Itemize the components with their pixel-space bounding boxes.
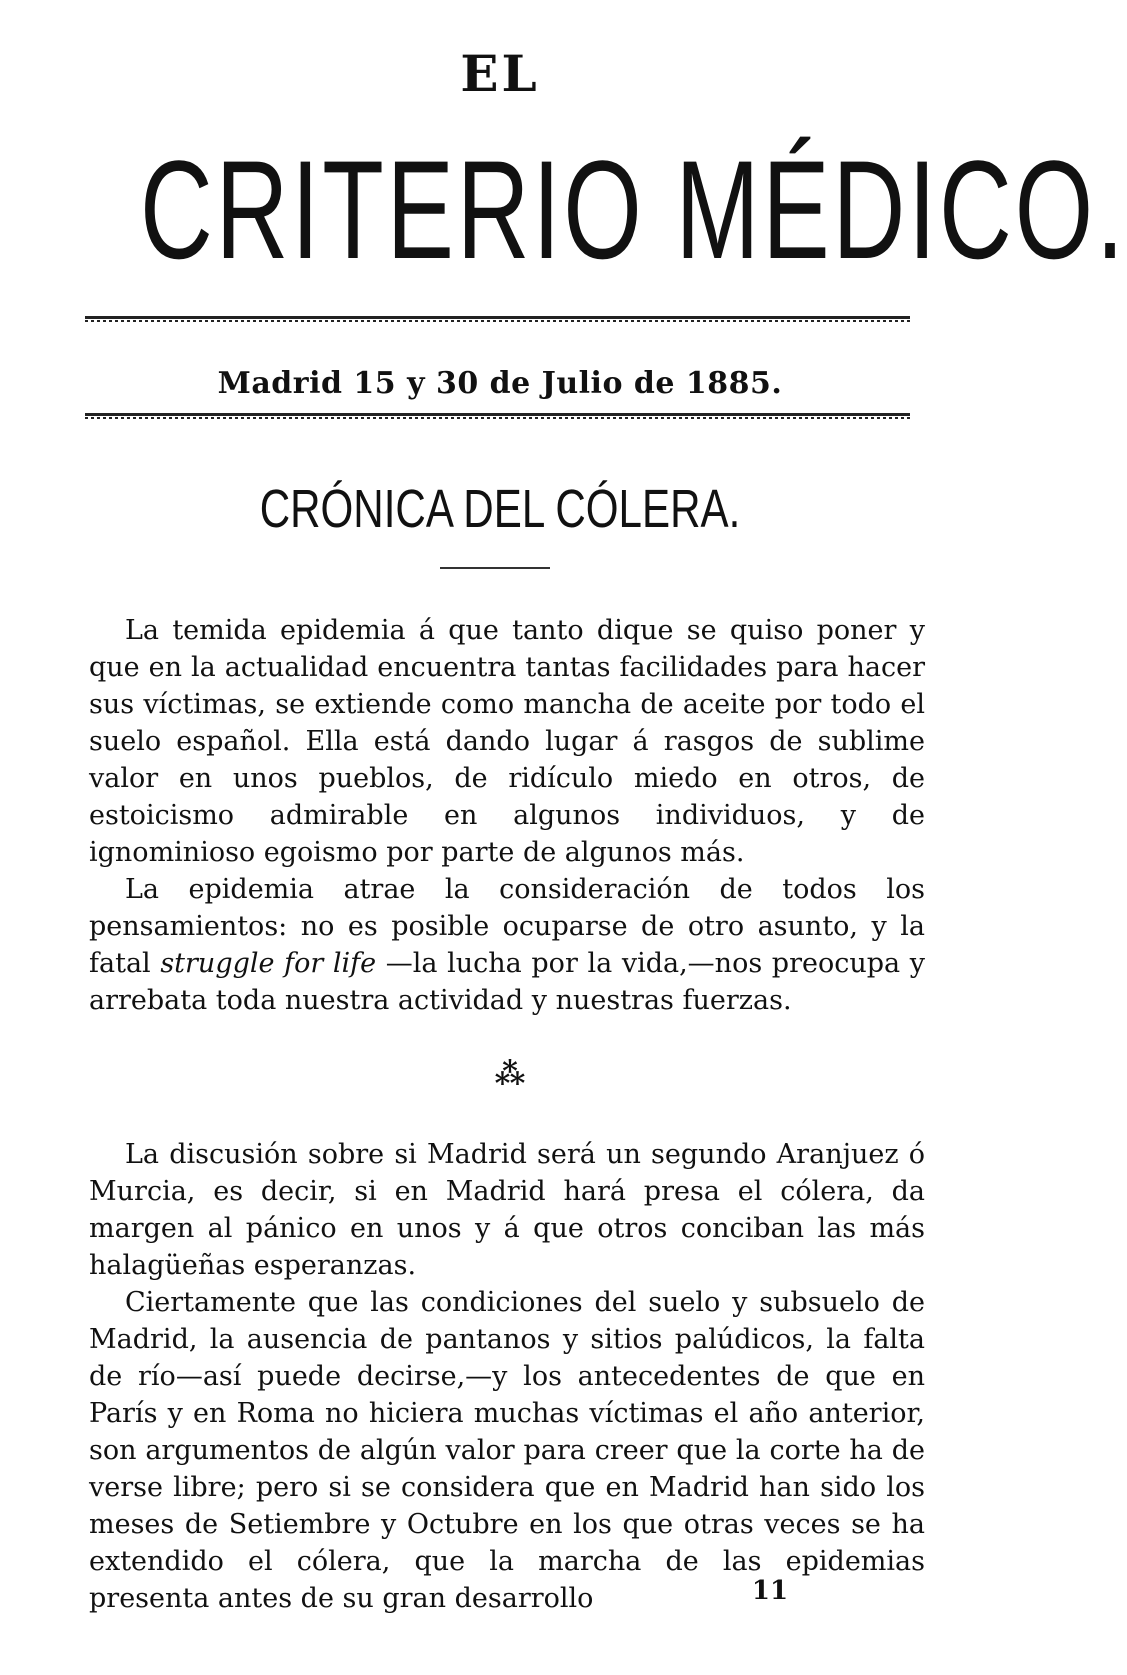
masthead-title: CRITERIO MÉDICO. [140, 131, 1127, 288]
paragraph-3: La discusión sobre si Madrid será un segundo Aranjuez ó Murcia, es decir, si en Madrid hará presa el cólera, da margen al pánico en unos y á que otros conciban las más halagüeñas esperanzas. [89, 1139, 925, 1281]
section-heading: CRÓNICA DEL CÓLERA. [259, 479, 741, 539]
paragraph-2-italic: struggle for life [160, 948, 377, 979]
paragraph-4: Ciertamente que las condiciones del suelo y subsuelo de Madrid, la ausencia de pantanos y sitios palúdicos, la falta de río—así puede decirse,—y los antecedentes de que en París y en Roma no hiciera muchas víctimas el año anterior, son argumentos de algún valor para creer que la corte ha de verse libre; pero si se considera que en Madrid han sido los meses de Setiembre y Octubre en los que otras veces se ha extendido el cólera, que la marcha de las epidemias presenta antes de su gran desarrollo [89, 1287, 925, 1614]
paragraph-2 [89, 871, 925, 1019]
issue-date: Madrid 15 y 30 de Julio de 1885. [217, 366, 783, 401]
asterism-separator: ⁂ [494, 1057, 526, 1092]
paragraph-2-start: La epidemia atrae la consideración de todos los pensamientos: no es posible ocuparse de otro asunto, y la fatal [89, 874, 925, 979]
top-divider [85, 316, 910, 319]
date-divider [85, 413, 910, 416]
page-number: 11 [751, 1576, 789, 1606]
article-block-2 [89, 1136, 925, 1617]
article-block-1 [89, 612, 925, 1019]
heading-rule [440, 567, 550, 569]
masthead-prefix: EL [460, 44, 540, 103]
paragraph-2-end: —la lucha por la vida,—nos preocupa y arrebata toda nuestra actividad y nuestras fuerzas. [89, 948, 926, 1016]
paragraph-1: La temida epidemia á que tanto dique se quiso poner y que en la actualidad encuentra tantas facilidades para hacer sus víctimas, se extiende como mancha de aceite por todo el suelo español. Ella está dando lugar á rasgos de sublime valor en unos pueblos, de ridículo miedo en otros, de estoicismo admirable en algunos individuos, y de ignominioso egoismo por parte de algunos más. [89, 615, 925, 868]
